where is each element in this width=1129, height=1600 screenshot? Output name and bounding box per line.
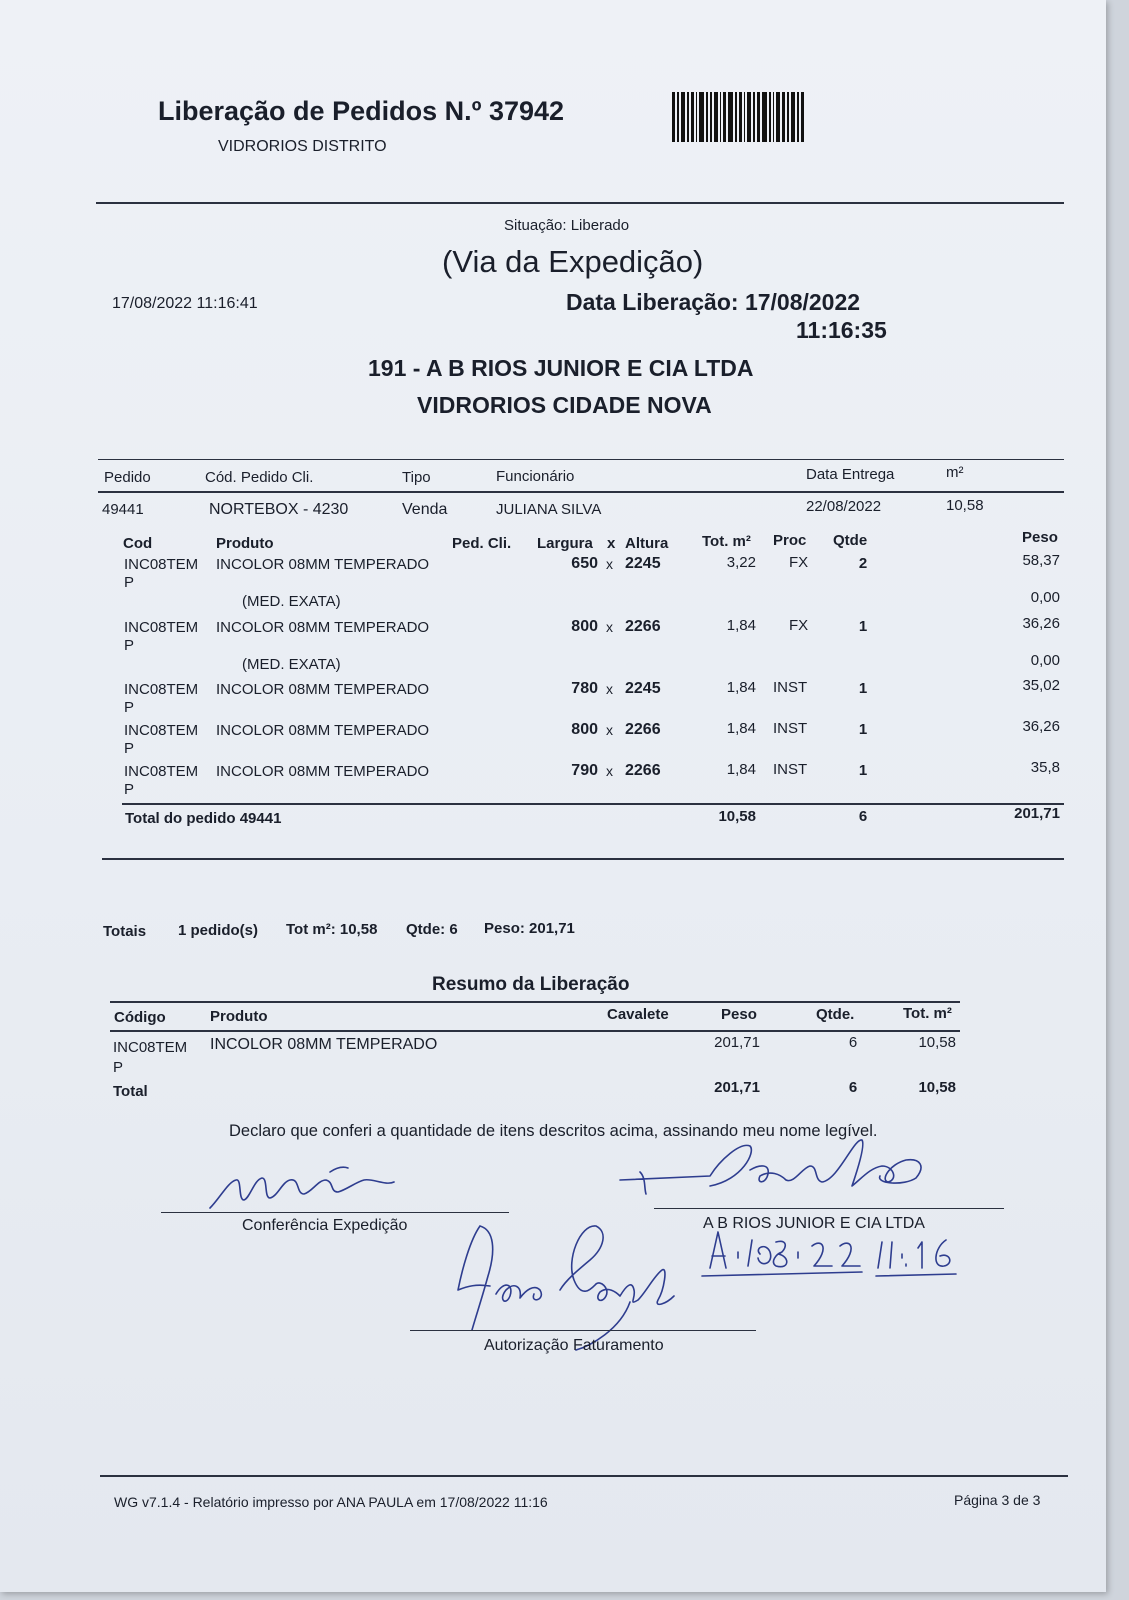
item-peso: 36,26 [1022, 615, 1060, 632]
item-note: (MED. EXATA) [242, 656, 341, 673]
items-col-ped-cli: Ped. Cli. [452, 535, 512, 552]
item-produto: INCOLOR 08MM TEMPERADO [216, 722, 430, 739]
client-store: VIDRORIOS CIDADE NOVA [417, 392, 712, 418]
item-largura: 780 [571, 680, 598, 697]
conferencia-signature-stroke [210, 1178, 394, 1208]
release-time: 11:16:35 [796, 317, 887, 343]
item-cod: INC08TEM P [124, 619, 199, 654]
totals-m2: Tot m²: 10,58 [286, 921, 378, 938]
totals-qtde: Qtde: 6 [406, 921, 458, 938]
summary-total-label: Total [113, 1083, 148, 1100]
item-tot-m2: 3,22 [726, 554, 756, 571]
item-largura: 800 [571, 618, 598, 635]
item-produto: INCOLOR 08MM TEMPERADO [216, 556, 430, 573]
summary-title: Resumo da Liberação [432, 974, 630, 995]
totals-peso: Peso: 201,71 [484, 920, 575, 937]
client-signature-label: A B RIOS JUNIOR E CIA LTDA [703, 1215, 925, 1232]
item-peso: 35,02 [1022, 677, 1060, 694]
item-largura: 800 [571, 721, 598, 738]
company-name: VIDRORIOS DISTRITO [218, 138, 387, 155]
via-label: (Via da Expedição) [442, 244, 704, 279]
declaration-text: Declaro que conferi a quantidade de itens descritos acima, assinando meu nome legível. [229, 1122, 878, 1140]
totals-pedidos: 1 pedido(s) [178, 922, 259, 939]
item-produto: INCOLOR 08MM TEMPERADO [216, 681, 430, 698]
release-date: Data Liberação: 17/08/2022 [566, 289, 861, 315]
item-note-peso: 0,00 [1030, 589, 1060, 606]
order-tipo-value: Venda [402, 501, 448, 518]
item-produto: INCOLOR 08MM TEMPERADO [216, 763, 430, 780]
order-total-qtde: 6 [858, 808, 868, 825]
summary-total-tot-m2: 10,58 [918, 1079, 956, 1096]
document-title: Liberação de Pedidos N.º 37942 [158, 96, 565, 126]
header-divider [96, 202, 1064, 204]
item-largura: 650 [571, 555, 598, 572]
order-total-m2: 10,58 [718, 808, 756, 825]
item-qtde: 2 [858, 555, 868, 572]
conferencia-signature-line [161, 1212, 509, 1213]
items-col-x: x [607, 535, 616, 552]
order-cod-cli-value: NORTEBOX - 4230 [209, 501, 349, 518]
item-cod: INC08TEM P [124, 763, 199, 798]
item-note: (MED. EXATA) [242, 593, 341, 610]
footer-page-number: Página 3 de 3 [954, 1492, 1041, 1508]
summary-col-qtde: Qtde. [816, 1006, 855, 1023]
order-total-label: Total do pedido 49441 [125, 810, 282, 827]
summary-row-codigo: INC08TEM P [113, 1039, 188, 1076]
col-data-entrega: Data Entrega [806, 466, 895, 483]
summary-total-qtde: 6 [848, 1079, 858, 1096]
order-pedido-value: 49441 [102, 501, 144, 518]
col-tipo: Tipo [402, 469, 431, 486]
date-handwriting-stroke [702, 1232, 950, 1276]
items-col-qtde: Qtde [833, 532, 868, 549]
item-peso: 35,8 [1030, 759, 1060, 776]
items-col-altura: Altura [625, 535, 669, 552]
item-qtde: 1 [858, 721, 868, 738]
footer-rule [100, 1475, 1068, 1477]
summary-row-produto: INCOLOR 08MM TEMPERADO [210, 1036, 438, 1053]
item-x: x [606, 619, 613, 635]
item-altura: 2245 [625, 680, 661, 697]
item-altura: 2266 [625, 762, 661, 779]
summary-top-rule [110, 1001, 960, 1003]
summary-col-produto: Produto [210, 1008, 268, 1025]
summary-col-tot-m2: Tot. m² [903, 1005, 952, 1022]
item-altura: 2245 [625, 555, 661, 572]
autorizacao-label: Autorização Faturamento [484, 1337, 664, 1354]
order-data-entrega-value: 22/08/2022 [806, 498, 882, 515]
items-col-peso: Peso [1022, 529, 1058, 546]
item-cod: INC08TEM P [124, 722, 199, 757]
items-col-cod: Cod [123, 535, 153, 552]
item-tot-m2: 1,84 [726, 720, 756, 737]
item-proc: INST [773, 761, 808, 778]
col-funcionario: Funcionário [496, 468, 575, 485]
col-m2: m² [946, 464, 964, 481]
autorizacao-signature-stroke [458, 1226, 674, 1350]
client-name: 191 - A B RIOS JUNIOR E CIA LTDA [368, 355, 754, 381]
autorizacao-signature-line [410, 1330, 756, 1331]
item-proc: INST [773, 720, 808, 737]
item-cod: INC08TEM P [124, 681, 199, 716]
summary-header-rule [110, 1030, 960, 1032]
summary-row-tot-m2: 10,58 [918, 1034, 956, 1051]
summary-col-peso: Peso [721, 1006, 757, 1023]
item-tot-m2: 1,84 [726, 761, 756, 778]
order-total-peso: 201,71 [1014, 805, 1060, 822]
order-m2-value: 10,58 [946, 497, 984, 514]
item-altura: 2266 [625, 721, 661, 738]
item-altura: 2266 [625, 618, 661, 635]
item-qtde: 1 [858, 762, 868, 779]
item-qtde: 1 [858, 680, 868, 697]
situation-label: Situação: Liberado [504, 217, 630, 234]
summary-row-peso: 201,71 [714, 1034, 760, 1051]
footer-print-info: WG v7.1.4 - Relatório impresso por ANA PAULA em 17/08/2022 11:16 [114, 1494, 548, 1510]
order-header-rule [98, 491, 1064, 493]
items-col-tot-m2: Tot. m² [702, 533, 751, 550]
item-qtde: 1 [858, 618, 868, 635]
items-col-largura: Largura [537, 535, 593, 552]
section-divider [102, 858, 1064, 860]
barcode-image [672, 92, 840, 142]
item-produto: INCOLOR 08MM TEMPERADO [216, 619, 430, 636]
items-col-produto: Produto [216, 535, 274, 552]
item-tot-m2: 1,84 [726, 617, 756, 634]
client-signature-line [654, 1208, 1004, 1209]
conferencia-label: Conferência Expedição [242, 1217, 408, 1234]
item-largura: 790 [571, 762, 598, 779]
summary-total-peso: 201,71 [714, 1079, 760, 1096]
item-proc: FX [789, 617, 809, 634]
item-peso: 58,37 [1022, 552, 1060, 569]
summary-row-qtde: 6 [848, 1034, 858, 1051]
item-tot-m2: 1,84 [726, 679, 756, 696]
items-col-proc: Proc [773, 532, 807, 549]
print-datetime: 17/08/2022 11:16:41 [112, 295, 258, 312]
summary-col-codigo: Código [114, 1009, 166, 1026]
item-cod: INC08TEM P [124, 556, 199, 591]
col-pedido: Pedido [104, 469, 151, 486]
item-x: x [606, 681, 613, 697]
item-x: x [606, 556, 613, 572]
col-cod-pedido-cli: Cód. Pedido Cli. [205, 469, 314, 486]
order-total-rule [122, 803, 1064, 805]
order-header-top-rule [98, 459, 1064, 460]
item-x: x [606, 763, 613, 779]
item-peso: 36,26 [1022, 718, 1060, 735]
item-proc: FX [789, 554, 809, 571]
item-x: x [606, 722, 613, 738]
item-note-peso: 0,00 [1030, 652, 1060, 669]
item-proc: INST [773, 679, 808, 696]
summary-col-cavalete: Cavalete [607, 1006, 669, 1023]
totals-label: Totais [103, 923, 147, 940]
order-funcionario-value: JULIANA SILVA [496, 501, 602, 518]
client-signature-stroke [620, 1140, 921, 1194]
